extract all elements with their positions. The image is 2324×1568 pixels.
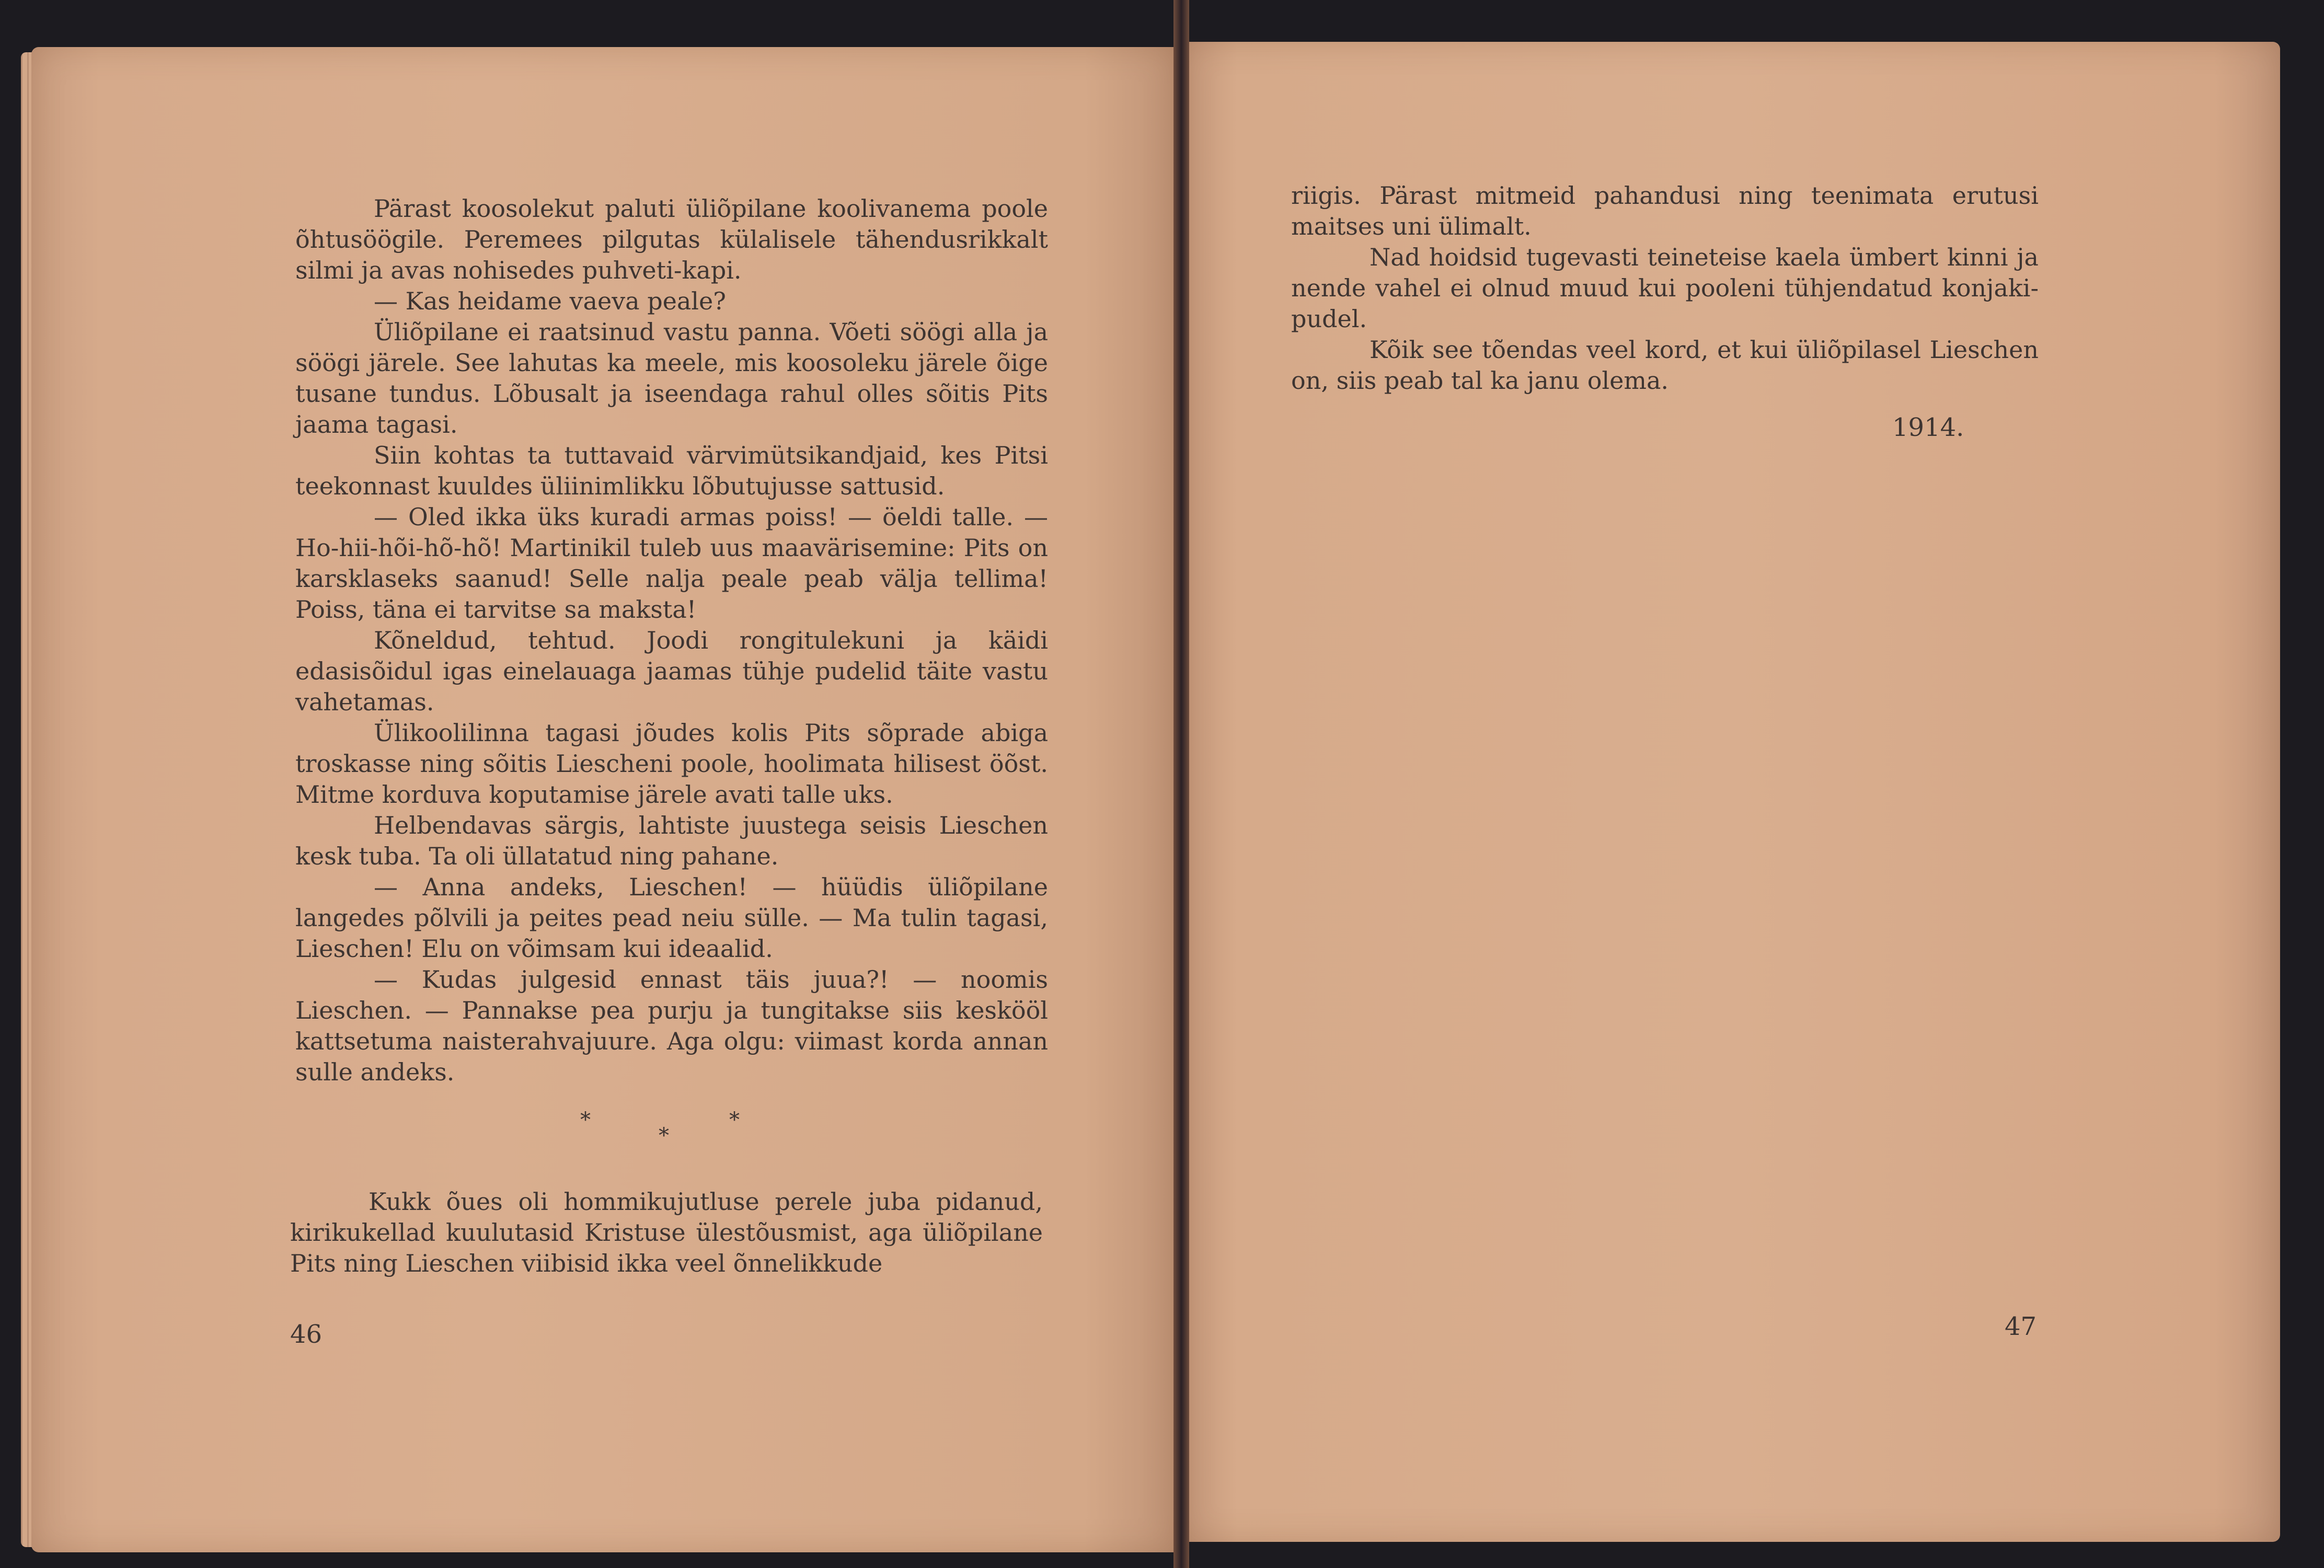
page-number-left: 46	[290, 1320, 323, 1349]
paragraph: Helbendavas särgis, lahtiste juustega seisis Lieschen kesk tuba. Ta oli üllatatud ning pahane.	[295, 811, 1048, 870]
paragraph: Nad hoidsid tugevasti teineteise kaela ümbert kinni ja nende vahel ei olnud muud kui pooleni tühjendatud konjaki-pudel.	[1291, 243, 2039, 333]
asterisk: *	[729, 1108, 740, 1132]
paragraph: — Kas heidame vaeva peale?	[374, 287, 726, 315]
left-page-text	[295, 193, 1048, 1088]
asterisk: *	[580, 1108, 591, 1132]
paragraph: riigis. Pärast mitmeid pahandusi ning teenimata erutusi maitses uni ülimalt.	[1291, 181, 2039, 240]
paragraph: Ülikoolilinna tagasi jõudes kolis Pits sõprade abiga troskasse ning sõitis Liescheni poole, hoolimata hilisest öõst. Mitme korduva koputamise järele avati talle uks.	[295, 719, 1048, 809]
paragraph: — Kudas julgesid ennast täis juua?! — noomis Lieschen. — Pannakse pea purju ja tungitakse siis keskööl kattsetuma naisterahvajuure. Aga olgu: viimast korda annan sulle andeks.	[295, 965, 1048, 1086]
paragraph: Kõik see tõendas veel kord, et kui üliõpilasel Lieschen on, siis peab tal ka janu olema.	[1291, 336, 2039, 395]
asterisk: *	[659, 1124, 669, 1148]
book-gutter	[1173, 0, 1189, 1568]
left-page-tail-text	[290, 1186, 1043, 1279]
paragraph: — Oled ikka üks kuradi armas poiss! — öeldi talle. — Ho-hii-hõi-hõ-hõ! Martinikil tuleb uus maavärisemine: Pits on karsklaseks saanud! Selle nalja peale peab välja tellima! Poiss, täna ei tarvitse sa maksta!	[295, 503, 1048, 624]
section-break-asterism	[570, 1108, 779, 1160]
paragraph: Kukk õues oli hommikujutluse perele juba pidanud, kirikukellad kuulutasid Kristuse ülestõusmist, aga üliõpilane Pits ning Lieschen viibisid ikka veel õnnelikkude	[290, 1187, 1043, 1277]
right-page-text	[1291, 180, 2039, 396]
paragraph: Pärast koosolekut paluti üliõpilane koolivanema poole õhtusöögile. Peremees pilgutas külalisele tähendusrikkalt silmi ja avas nohisedes puhveti-kapi.	[295, 194, 1048, 284]
paragraph: — Anna andeks, Lieschen! — hüüdis üliõpilane langedes põlvili ja peites pead neiu sülle. — Ma tulin tagasi, Lieschen! Elu on võimsam kui ideaalid.	[295, 873, 1048, 963]
paragraph: Siin kohtas ta tuttavaid värvimütsikandjaid, kes Pitsi teekonnast kuuldes üliinimlikku lõbutujusse sattusid.	[295, 441, 1048, 500]
year-signature: 1914.	[1892, 413, 1964, 442]
page-number-right: 47	[2005, 1312, 2037, 1341]
paragraph: Kõneldud, tehtud. Joodi rongitulekuni ja käidi edasisõidul igas einelauaga jaamas tühje pudelid täite vastu vahetamas.	[295, 626, 1048, 716]
paragraph: Üliõpilane ei raatsinud vastu panna. Võeti söögi alla ja söögi järele. See lahutas ka meele, mis koosoleku järele õige tusane tundus. Lõbusalt ja iseendaga rahul olles sõitis Pits jaama tagasi.	[295, 318, 1048, 439]
